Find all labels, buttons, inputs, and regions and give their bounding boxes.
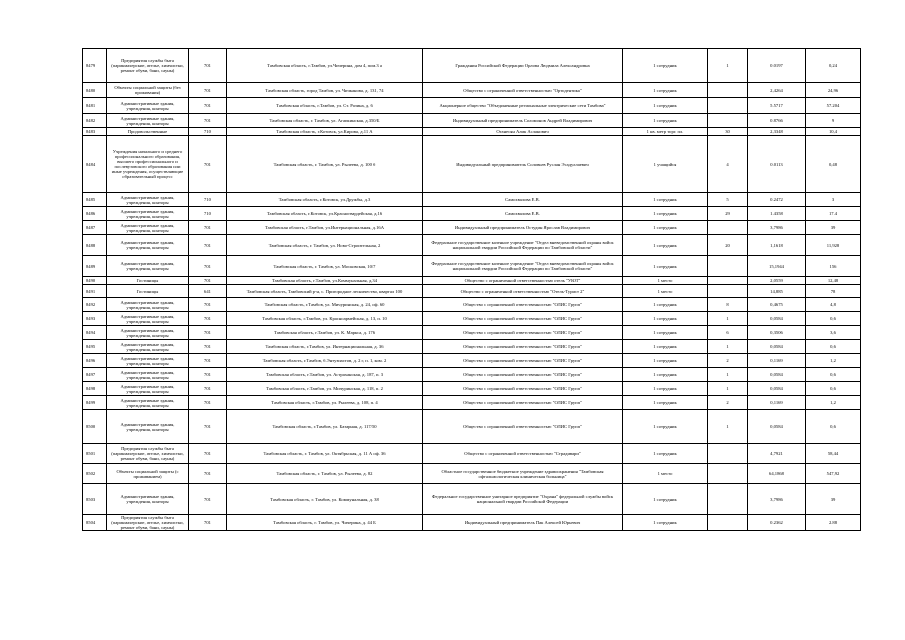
table-row [83, 114, 861, 128]
volume-cell: 1,2 [806, 396, 861, 410]
record-number-cell: 8487 [83, 221, 107, 235]
organization-cell: Общество с ограниченной ответственностью "ОЛИС Групп" [423, 340, 623, 354]
organization-cell: Федеральное государственное казенное учреждение "Отдел вневедомственной охраны войск национальной гвардии Российской Федерации по Тамбовской области" [423, 256, 623, 277]
address-cell: Тамбовская область, г.Тамбов, б.Энтузиастов, д. 2 г, п. 1, ком. 2 [227, 354, 423, 368]
norm-cell: 5.5717 [748, 98, 806, 114]
code-cell: 710 [189, 193, 227, 207]
norm-cell: 14,885 [748, 285, 806, 298]
unit-cell: 1 сотрудник [623, 396, 708, 410]
record-number-cell: 8492 [83, 298, 107, 312]
code-cell: 701 [189, 464, 227, 484]
table-row [83, 221, 861, 235]
volume-cell: 3 [806, 193, 861, 207]
unit-cell: 1 сотрудник [623, 114, 708, 128]
object-category-cell: Предприятия службы быта (парикмахерские, ателье, химчистки, ремонт обуви, бани, сауны) [107, 49, 189, 83]
norm-cell: 1.4358 [748, 207, 806, 221]
norm-cell: 0.0113 [748, 136, 806, 193]
address-cell: Тамбовская область, г.Котовск, ул.Кирова, д.11 А [227, 128, 423, 136]
code-cell: 701 [189, 221, 227, 235]
record-number-cell: 8490 [83, 277, 107, 285]
quantity-cell: 1 [708, 368, 748, 382]
object-category-cell: Административные здания, учреждения, конторы [107, 326, 189, 340]
record-number-cell: 8500 [83, 410, 107, 444]
unit-cell: 1 сотрудник [623, 312, 708, 326]
address-cell: Тамбовская область, г. Тамбов, ул. Московская, 10/7 [227, 256, 423, 277]
quantity-cell [708, 444, 748, 464]
code-cell: 701 [189, 235, 227, 256]
record-number-cell: 8482 [83, 114, 107, 128]
table-row [83, 326, 861, 340]
unit-cell: 1 сотрудник [623, 298, 708, 312]
unit-cell: 1 сотрудник [623, 354, 708, 368]
unit-cell: 1 учащийся [623, 136, 708, 193]
address-cell: Тамбовская область, г. Тамбов, ул. Ново-Строительная, 2 [227, 235, 423, 256]
object-category-cell: Административные здания, учреждения, конторы [107, 410, 189, 444]
record-number-cell: 8495 [83, 340, 107, 354]
quantity-cell [708, 285, 748, 298]
object-category-cell: Административные здания, учреждения, конторы [107, 207, 189, 221]
object-category-cell: Учреждения начального и среднего профессионального образования, высшего профессионального и послевузовского образования или иные учреждения, осуществляющие образовательный процесс [107, 136, 189, 193]
volume-cell: 0,6 [806, 368, 861, 382]
quantity-cell [708, 484, 748, 515]
unit-cell: 1 сотрудник [623, 256, 708, 277]
norm-cell: 0,0584 [748, 382, 806, 396]
volume-cell: 2.88 [806, 515, 861, 531]
norm-cell: 0,4675 [748, 298, 806, 312]
record-number-cell: 8481 [83, 98, 107, 114]
quantity-cell: 1 [708, 312, 748, 326]
code-cell: 701 [189, 136, 227, 193]
record-number-cell: 8504 [83, 515, 107, 531]
table-row [83, 277, 861, 285]
organization-cell: Оганесян Алик Асланович [423, 128, 623, 136]
address-cell: Тамбовская область, г.Тамбов, ул. Мичуринская, д. 118, п. 2 [227, 382, 423, 396]
object-category-cell: Административные здания, учреждения, конторы [107, 340, 189, 354]
address-cell: Тамбовская область, г. Тамбов, ул. Октябрьская, д. 11 А оф. 36 [227, 444, 423, 464]
quantity-cell: 20 [708, 235, 748, 256]
quantity-cell: 4 [708, 136, 748, 193]
volume-cell: 547,92 [806, 464, 861, 484]
object-category-cell: Административные здания, учреждения, конторы [107, 382, 189, 396]
volume-cell: 0,6 [806, 312, 861, 326]
object-category-cell: Административные здания, учреждения, конторы [107, 312, 189, 326]
code-cell: 701 [189, 312, 227, 326]
unit-cell: 1 сотрудник [623, 340, 708, 354]
table-row [83, 298, 861, 312]
volume-cell: 1,2 [806, 354, 861, 368]
organization-cell: Общество с ограниченной ответственностью "ОЛИС Групп" [423, 396, 623, 410]
record-number-cell: 8496 [83, 354, 107, 368]
object-category-cell: Гостиницы [107, 277, 189, 285]
quantity-cell: 1 [708, 410, 748, 444]
unit-cell: 1 сотрудник [623, 368, 708, 382]
object-category-cell: Административные здания, учреждения, конторы [107, 98, 189, 114]
norm-cell: 15,1944 [748, 256, 806, 277]
quantity-cell: 6 [708, 326, 748, 340]
quantity-cell [708, 114, 748, 128]
volume-cell: 0,6 [806, 382, 861, 396]
record-number-cell: 8479 [83, 49, 107, 83]
organization-cell: Самохвалова Е.В. [423, 207, 623, 221]
code-cell: 701 [189, 340, 227, 354]
norm-cell: 4,7921 [748, 444, 806, 464]
organization-cell: Федеральное государственное унитарное предприятие "Охрана" федеральной службы войск национальной гвардии Российской Федерации [423, 484, 623, 515]
unit-cell: 1 сотрудник [623, 193, 708, 207]
object-category-cell: Объекты социальной защиты (без проживания) [107, 83, 189, 98]
table-row [83, 128, 861, 136]
address-cell: Тамбовская область, г.Тамбов, ул. Интернациональная, д. 36 [227, 340, 423, 354]
volume-cell: 0,48 [806, 136, 861, 193]
quantity-cell: 8 [708, 298, 748, 312]
record-number-cell: 8498 [83, 382, 107, 396]
quantity-cell [708, 256, 748, 277]
table-row [83, 368, 861, 382]
object-category-cell: Предприятия службы быта (парикмахерские, ателье, химчистки, ремонт обуви, бани, сауны) [107, 515, 189, 531]
norm-cell: 2,0559 [748, 277, 806, 285]
record-number-cell: 8499 [83, 396, 107, 410]
table-body [83, 49, 861, 531]
table-row [83, 235, 861, 256]
quantity-cell [708, 277, 748, 285]
organization-cell: Общество с ограниченной ответственностью отель "УЮТ" [423, 277, 623, 285]
volume-cell: 0,6 [806, 340, 861, 354]
code-cell: 701 [189, 410, 227, 444]
norm-cell: 0,0584 [748, 410, 806, 444]
document-page [82, 48, 860, 531]
norm-cell: 0,0584 [748, 312, 806, 326]
table-row [83, 285, 861, 298]
volume-cell: 39 [806, 221, 861, 235]
organization-cell: Индивидуальный предприниматель Пак Алексей Юрьевич [423, 515, 623, 531]
unit-cell: 1 место [623, 277, 708, 285]
volume-cell: 17.4 [806, 207, 861, 221]
table-row [83, 83, 861, 98]
address-cell: Тамбовская область, Тамбовский р-н, с. Пригородное лесничество, квартал 100 [227, 285, 423, 298]
norm-cell: 0,0584 [748, 340, 806, 354]
table-row [83, 410, 861, 444]
norm-cell: 3,7986 [748, 484, 806, 515]
quantity-cell [708, 83, 748, 98]
unit-cell: 1 сотрудник [623, 410, 708, 444]
code-cell: 701 [189, 298, 227, 312]
object-category-cell: Административные здания, учреждения, конторы [107, 396, 189, 410]
code-cell: 701 [189, 515, 227, 531]
code-cell: 701 [189, 354, 227, 368]
organization-cell: Общество с ограниченной ответственностью "ОЛИС Групп" [423, 298, 623, 312]
organization-cell: Общество с ограниченной ответственностью "ОЛИС Групп" [423, 312, 623, 326]
organization-cell: Общество с ограниченной ответственностью "Ортодентика" [423, 83, 623, 98]
code-cell: 701 [189, 277, 227, 285]
norm-cell: 0.2472 [748, 193, 806, 207]
table-row [83, 354, 861, 368]
table-row [83, 207, 861, 221]
norm-cell: 0,1169 [748, 396, 806, 410]
object-category-cell: Административные здания, учреждения, конторы [107, 354, 189, 368]
quantity-cell: 1 [708, 382, 748, 396]
code-cell: 701 [189, 368, 227, 382]
quantity-cell: 30 [708, 128, 748, 136]
unit-cell: 1 сотрудник [623, 221, 708, 235]
record-number-cell: 8480 [83, 83, 107, 98]
volume-cell: 0,24 [806, 49, 861, 83]
object-category-cell: Административные здания, учреждения, конторы [107, 193, 189, 207]
quantity-cell: 2 [708, 396, 748, 410]
unit-cell: 1 сотрудник [623, 235, 708, 256]
unit-cell: 1 сотрудник [623, 49, 708, 83]
table-row [83, 444, 861, 464]
norm-cell: 0,3506 [748, 326, 806, 340]
address-cell: Тамбовская область, г. Тамбов, ул. Коммунальная, д. 38 [227, 484, 423, 515]
object-category-cell: Гостиницы [107, 285, 189, 298]
object-category-cell: Административные здания, учреждения, конторы [107, 368, 189, 382]
organization-cell: Индивидуальный предприниматель Соловьев Руслан Эсадуллаевич [423, 136, 623, 193]
volume-cell: 10,4 [806, 128, 861, 136]
record-number-cell: 8501 [83, 444, 107, 464]
unit-cell: 1 сотрудник [623, 326, 708, 340]
organization-cell: Самохвалова Е.В. [423, 193, 623, 207]
record-number-cell: 8483 [83, 128, 107, 136]
address-cell: Тамбовская область, г.Тамбов, ул. Рылеева, д. 108, п. 4 [227, 396, 423, 410]
quantity-cell [708, 515, 748, 531]
address-cell: Тамбовская область, г.Котовск, ул.Дружбы, д.3 [227, 193, 423, 207]
address-cell: Тамбовская область, г.Тамбов, ул. К. Маркса, д. 176 [227, 326, 423, 340]
address-cell: Тамбовская область, г.Тамбов, ул.Коммунальная, д.34 [227, 277, 423, 285]
code-cell: 701 [189, 382, 227, 396]
table-row [83, 49, 861, 83]
organization-cell: Общество с ограниченной ответственностью "ОЛИС Групп" [423, 382, 623, 396]
address-cell: Тамбовская область, г.Тамбов, ул. Ст. Разина, д. 6 [227, 98, 423, 114]
record-number-cell: 8484 [83, 136, 107, 193]
organization-cell: Гражданин Российской Федерации Орлова Людмила Александровна [423, 49, 623, 83]
organization-cell: Общество с ограниченной ответственностью "Страдивари" [423, 444, 623, 464]
volume-cell: 12,48 [806, 277, 861, 285]
record-number-cell: 8497 [83, 368, 107, 382]
table-row [83, 193, 861, 207]
code-cell: 701 [189, 484, 227, 515]
quantity-cell: 1 [708, 340, 748, 354]
address-cell: Тамбовская область, г.Тамбов, ул. Мичуринская, д. 24, оф. 60 [227, 298, 423, 312]
object-category-cell: Объекты социальной защиты (с проживанием) [107, 464, 189, 484]
record-number-cell: 8494 [83, 326, 107, 340]
table-row [83, 312, 861, 326]
object-category-cell: Предприятия службы быта (парикмахерские, ателье, химчистки, ремонт обуви, бани, сауны) [107, 444, 189, 464]
address-cell: Тамбовская область, г. Тамбов, ул. Агапкинская, д.350/Б [227, 114, 423, 128]
record-number-cell: 8491 [83, 285, 107, 298]
volume-cell: 156 [806, 256, 861, 277]
object-category-cell: Административные здания, учреждения, конторы [107, 221, 189, 235]
volume-cell: 11,928 [806, 235, 861, 256]
code-cell: 701 [189, 444, 227, 464]
waste-register-table [82, 48, 861, 531]
quantity-cell: 1 [708, 49, 748, 83]
volume-cell: 78 [806, 285, 861, 298]
address-cell: Тамбовская область, г.Тамбов, ул. Астраханская, д. 187, п. 3 [227, 368, 423, 382]
volume-cell: 24,96 [806, 83, 861, 98]
address-cell: Тамбовская область, г. Тамбов, ул. Чичерина, д. 44 Б [227, 515, 423, 531]
norm-cell: 0,1169 [748, 354, 806, 368]
organization-cell: Федеральное государственное казенное учреждение "Отдел вневедомственной охраны войск национальной гвардии Российской Федерации по Тамбовской области" [423, 235, 623, 256]
object-category-cell: Административные здания, учреждения, конторы [107, 114, 189, 128]
quantity-cell [708, 221, 748, 235]
organization-cell: Индивидуальный предприниматель Остудин Ярослав Владимирович [423, 221, 623, 235]
norm-cell: 0.8766 [748, 114, 806, 128]
quantity-cell: 2 [708, 354, 748, 368]
table-row [83, 256, 861, 277]
norm-cell: 0.0197 [748, 49, 806, 83]
organization-cell: Общество с ограниченной ответственностью "Отель-Турист 2" [423, 285, 623, 298]
organization-cell: Общество с ограниченной ответственностью "ОЛИС Групп" [423, 326, 623, 340]
unit-cell: 1 сотрудник [623, 98, 708, 114]
object-category-cell: Административные здания, учреждения, конторы [107, 256, 189, 277]
address-cell: Тамбовская область, город Тамбов, ул. Чичканова, д. 131, 74 [227, 83, 423, 98]
volume-cell: 0,6 [806, 410, 861, 444]
quantity-cell: 29 [708, 207, 748, 221]
unit-cell: 1 сотрудник [623, 207, 708, 221]
norm-cell: 2,4264 [748, 83, 806, 98]
organization-cell: Индивидуальный предприниматель Соломонов Андрей Владимирович [423, 114, 623, 128]
record-number-cell: 8488 [83, 235, 107, 256]
code-cell: 701 [189, 98, 227, 114]
norm-cell: 0.2362 [748, 515, 806, 531]
table-row [83, 340, 861, 354]
code-cell: 641 [189, 285, 227, 298]
volume-cell: 9 [806, 114, 861, 128]
organization-cell: Общество с ограниченной ответственностью "ОЛИС Групп" [423, 368, 623, 382]
organization-cell: Общество с ограниченной ответственностью "ОЛИС Групп" [423, 354, 623, 368]
unit-cell: 1 кв. метр торг. пл. [623, 128, 708, 136]
record-number-cell: 8502 [83, 464, 107, 484]
unit-cell: 1 место [623, 464, 708, 484]
volume-cell: 39 [806, 484, 861, 515]
record-number-cell: 8485 [83, 193, 107, 207]
code-cell: 701 [189, 83, 227, 98]
norm-cell: 64,1868 [748, 464, 806, 484]
table-row [83, 136, 861, 193]
norm-cell: 3,7986 [748, 221, 806, 235]
code-cell: 701 [189, 396, 227, 410]
object-category-cell: Административные здания, учреждения, конторы [107, 235, 189, 256]
code-cell: 701 [189, 49, 227, 83]
address-cell: Тамбовская область, г.Тамбов, ул.Интернациональная, д.16А [227, 221, 423, 235]
organization-cell: Акционерное общество "Объединенные региональные электрические сети Тамбова" [423, 98, 623, 114]
volume-cell: 3,6 [806, 326, 861, 340]
table-row [83, 382, 861, 396]
table-row [83, 515, 861, 531]
unit-cell: 1 сотрудник [623, 484, 708, 515]
address-cell: Тамбовская область, г.Тамбов, ул. Красноармейская, д. 13, п. 10 [227, 312, 423, 326]
quantity-cell [708, 464, 748, 484]
unit-cell: 1 сотрудник [623, 83, 708, 98]
quantity-cell: 5 [708, 193, 748, 207]
record-number-cell: 8486 [83, 207, 107, 221]
address-cell: Тамбовская область, г.Тамбов, ул. Базарная, д. 117/50 [227, 410, 423, 444]
object-category-cell: Административные здания, учреждения, конторы [107, 298, 189, 312]
table-row [83, 396, 861, 410]
address-cell: Тамбовская область, г. Тамбов, ул. Рылеева, д. 82 [227, 464, 423, 484]
object-category-cell: Продовольственные [107, 128, 189, 136]
record-number-cell: 8503 [83, 484, 107, 515]
address-cell: Тамбовская область, г.Тамбов, ул.Чичерина, дом 4, пом.3 а [227, 49, 423, 83]
volume-cell: 4,8 [806, 298, 861, 312]
quantity-cell [708, 98, 748, 114]
organization-cell: Общество с ограниченной ответственностью "ОЛИС Групп" [423, 410, 623, 444]
norm-cell: 2,3348 [748, 128, 806, 136]
record-number-cell: 8489 [83, 256, 107, 277]
code-cell: 701 [189, 256, 227, 277]
unit-cell: 1 сотрудник [623, 444, 708, 464]
record-number-cell: 8493 [83, 312, 107, 326]
address-cell: Тамбовская область, г.Котовск, ул.Красногвардейская, д.16 [227, 207, 423, 221]
unit-cell: 1 место [623, 285, 708, 298]
code-cell: 710 [189, 207, 227, 221]
table-row [83, 98, 861, 114]
volume-cell: 58,44 [806, 444, 861, 464]
organization-cell: Областное государственное бюджетное учреждение здравоохранения "Тамбовская офтальмологическая клиническая больница" [423, 464, 623, 484]
norm-cell: 0,0584 [748, 368, 806, 382]
unit-cell: 1 сотрудник [623, 515, 708, 531]
unit-cell: 1 сотрудник [623, 382, 708, 396]
address-cell: Тамбовская область, г. Тамбов, ул. Рылеева, д. 100 б [227, 136, 423, 193]
norm-cell: 1,1618 [748, 235, 806, 256]
table-row [83, 464, 861, 484]
code-cell: 710 [189, 128, 227, 136]
volume-cell: 57.204 [806, 98, 861, 114]
object-category-cell: Административные здания, учреждения, конторы [107, 484, 189, 515]
code-cell: 701 [189, 114, 227, 128]
table-row [83, 484, 861, 515]
code-cell: 701 [189, 326, 227, 340]
